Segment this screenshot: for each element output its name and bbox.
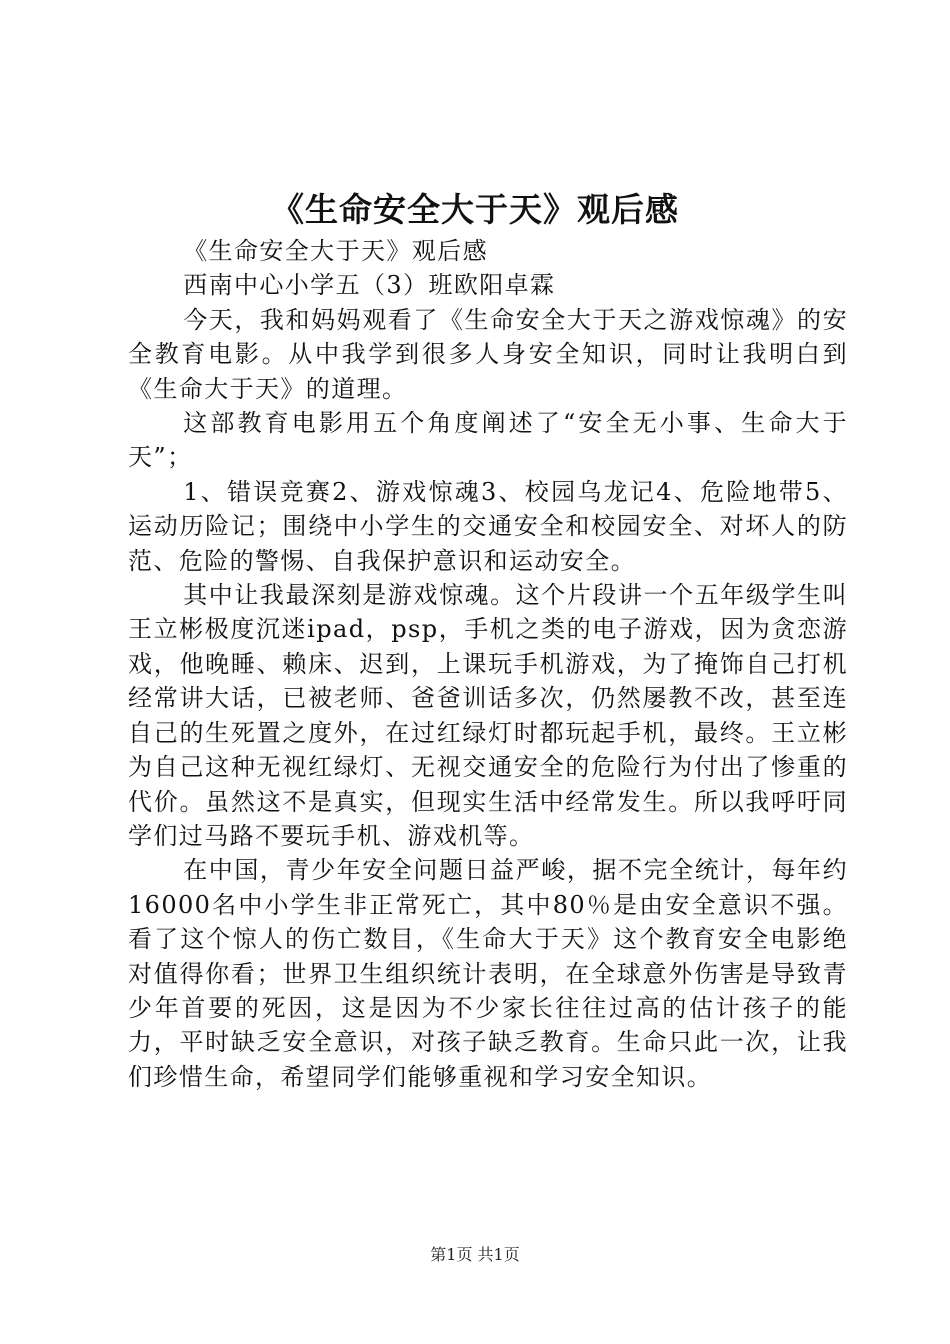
paragraph-theme: 这部教育电影用五个角度阐述了“安全无小事、生命大于天”； (128, 409, 848, 472)
paragraph-author: 西南中心小学五（3）班欧阳卓霖 (183, 271, 556, 300)
document-body (128, 234, 848, 1094)
paragraph-subtitle: 《生命安全大于天》观后感 (183, 237, 488, 265)
page-footer: 第1页 共1页 (430, 1245, 520, 1264)
document-title: 《生命安全大于天》观后感 (271, 190, 679, 229)
paragraph-story: 其中让我最深刻是游戏惊魂。这个片段讲一个五年级学生叫王立彬极度沉迷ipad，psp，手机之类的电子游戏，因为贪恋游戏，他晚睡、赖床、迟到，上课玩手机游戏，为了掩饰自己打机经常讲大话，已被老师、爸爸训话多次，仍然屡教不改，甚至连自己的生死置之度外，在过红绿灯时都玩起手机，最终。王立彬为自己这种无视红绿灯、无视交通安全的危险行为付出了惨重的代价。虽然这不是真实，但现实生活中经常发生。所以我呼吁同学们过马路不要玩手机、游戏机等。 (128, 581, 848, 850)
paragraph-sections: 1、错误竞赛2、游戏惊魂3、校园乌龙记4、危险地带5、运动历险记；围绕中小学生的交通安全和校园安全、对坏人的防范、危险的警惕、自我保护意识和运动安全。 (128, 477, 848, 575)
paragraph-intro: 今天，我和妈妈观看了《生命安全大于天之游戏惊魂》的安全教育电影。从中我学到很多人身安全知识，同时让我明白到《生命大于天》的道理。 (128, 305, 848, 403)
paragraph-conclusion: 在中国，青少年安全问题日益严峻，据不完全统计，每年约16000名中小学生非正常死亡，其中80％是由安全意识不强。看了这个惊人的伤亡数目，《生命大于天》这个教育安全电影绝对值得你看；世界卫生组织统计表明，在全球意外伤害是导致青少年首要的死因，这是因为不少家长往往过高的估计孩子的能力，平时缺乏安全意识，对孩子缺乏教育。生命只此一次，让我们珍惜生命，希望同学们能够重视和学习安全知识。 (128, 856, 848, 1091)
